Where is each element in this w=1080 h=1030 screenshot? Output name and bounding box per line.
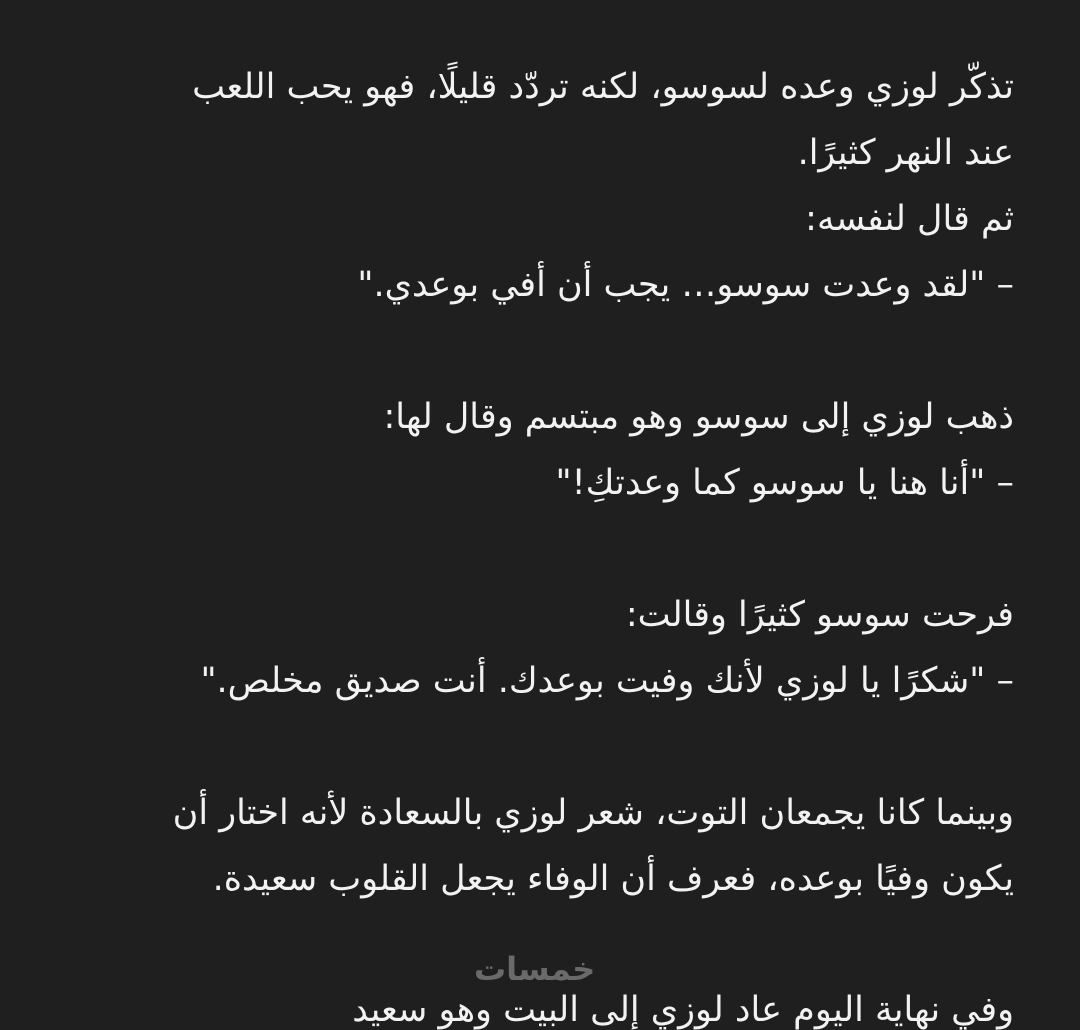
story-line: عند النهر كثيرًا.: [797, 133, 1014, 173]
watermark-logo: خمسات: [474, 950, 596, 988]
dialogue-line: – "لقد وعدت سوسو… يجب أن أفي بوعدي.": [357, 265, 1014, 305]
dialogue-line: – "شكرًا يا لوزي لأنك وفيت بوعدك. أنت صديق مخلص.": [200, 661, 1014, 701]
story-line: وبينما كانا يجمعان التوت، شعر لوزي بالسعادة لأنه اختار أن: [172, 793, 1014, 833]
story-line: تذكّر لوزي وعده لسوسو، لكنه تردّد قليلًا، فهو يحب اللعب: [192, 67, 1014, 107]
story-line: يكون وفيًا بوعده، فعرف أن الوفاء يجعل القلوب سعيدة.: [212, 859, 1014, 899]
dialogue-line: – "أنا هنا يا سوسو كما وعدتكِ!": [555, 463, 1014, 503]
story-line: ذهب لوزي إلى سوسو وهو مبتسم وقال لها:: [383, 397, 1014, 437]
story-line: ثم قال لنفسه:: [805, 199, 1014, 239]
story-line-cut-off: وفي نهاية اليوم عاد لوزي إلى البيت وهو سعيد: [352, 990, 1014, 1030]
story-line: فرحت سوسو كثيرًا وقالت:: [625, 595, 1014, 635]
